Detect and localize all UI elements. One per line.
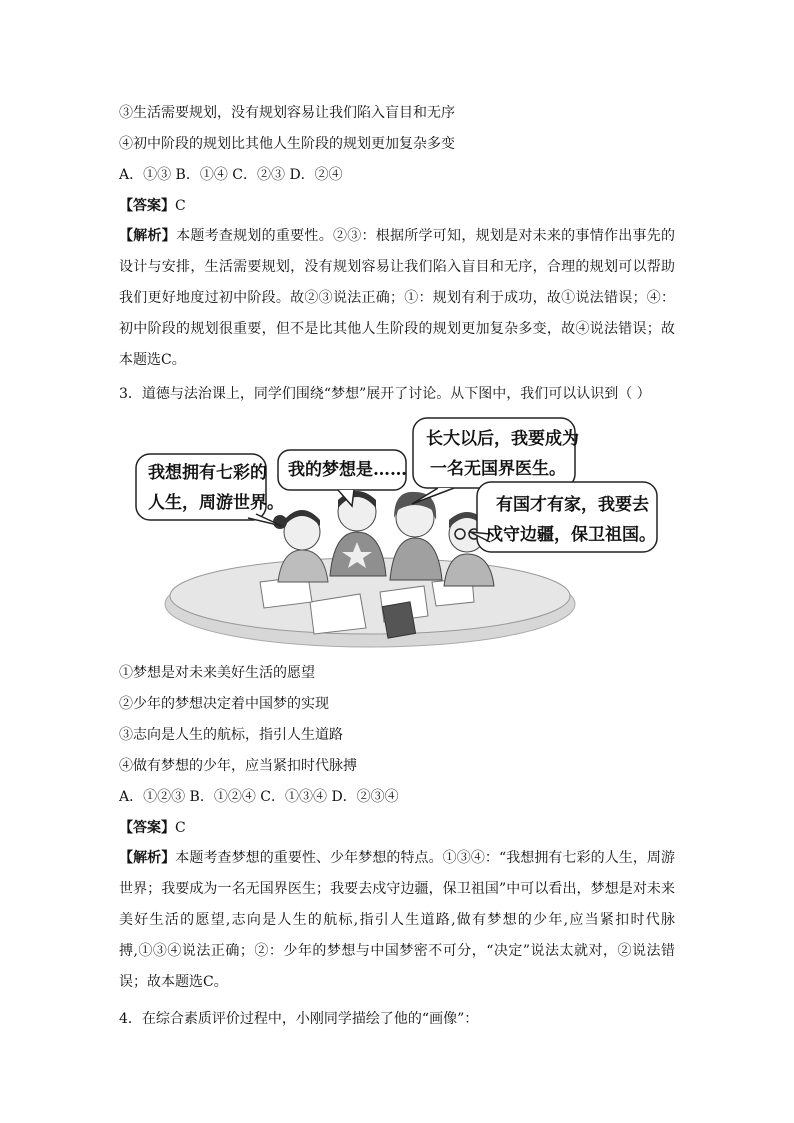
q2-answer xyxy=(119,196,186,216)
q2-option-4: ④初中阶段的规划比其他人生阶段的规划更加复杂多变 xyxy=(119,136,455,152)
bubble-1-line-1: 我想拥有七彩的 xyxy=(148,463,267,483)
q3-stem: 3．道德与法治课上，同学们围绕“梦想”展开了讨论。从下图中，我们可以认识到（ ） xyxy=(119,386,651,402)
q3-option-3: ③志向是人生的航标，指引人生道路 xyxy=(119,727,343,743)
dream-discussion-illustration xyxy=(132,414,658,652)
answer-label: 【答案】 xyxy=(119,198,175,214)
analysis-label: 【解析】 xyxy=(119,228,177,244)
q3-answer xyxy=(119,818,186,838)
analysis-text: 本题考查梦想的重要性、少年梦想的特点。①③④：“我想拥有七彩的人生，周游世界；我要成为一名无国界医生；我要去戍守边疆，保卫祖国”中可以看出，梦想是对未来美好生活的愿望,志向是人生的航标,指引人生道路,做有梦想的少年,应当紧扣时代脉搏,①③④说法正确；②：少年的梦想与中国梦密不可分，“决定”说法太就对，②说法错误；故本题选C。 xyxy=(119,850,676,990)
bubble-3-line-1: 长大以后，我要成为 xyxy=(426,429,579,449)
answer-value: C xyxy=(175,198,186,214)
bubble-3-line-2: 一名无国界医生。 xyxy=(430,459,566,479)
bubble-2: 我的梦想是…… xyxy=(288,460,407,480)
q2-option-3: ③生活需要规划，没有规划容易让我们陷入盲目和无序 xyxy=(119,105,455,121)
q3-option-1: ①梦想是对未来美好生活的愿望 xyxy=(119,665,315,681)
bubble-4-line-1: 有国才有家，我要去 xyxy=(496,495,649,515)
bubble-1-line-2: 人生，周游世界。 xyxy=(148,493,284,513)
answer-label: 【答案】 xyxy=(119,820,175,836)
q3-option-4: ④做有梦想的少年，应当紧扣时代脉搏 xyxy=(119,758,357,774)
answer-value: C xyxy=(175,820,186,836)
q2-analysis xyxy=(119,221,675,376)
q3-choices: A．①②③ B．①②④ C．①③④ D．②③④ xyxy=(119,789,399,805)
q3-analysis xyxy=(119,843,675,998)
analysis-text: 本题考查规划的重要性。②③：根据所学可知，规划是对未来的事情作出事先的设计与安排，生活需要规划，没有规划容易让我们陷入盲目和无序，合理的规划可以帮助我们更好地度过初中阶段。故②③说法正确；①：规划有利于成功，故①说法错误；④：初中阶段的规划很重要，但不是比其他人生阶段的规划更加复杂多变，故④说法错误；故本题选C。 xyxy=(119,228,676,368)
analysis-label: 【解析】 xyxy=(119,850,176,866)
q3-option-2: ②少年的梦想决定着中国梦的实现 xyxy=(119,696,329,712)
bubble-4-line-2: 戍守边疆，保卫祖国。 xyxy=(486,525,656,545)
q2-choices: A．①③ B．①④ C．②③ D．②④ xyxy=(119,167,343,183)
q4-stem: 4．在综合素质评价过程中，小刚同学描绘了他的“画像”： xyxy=(119,1011,479,1027)
